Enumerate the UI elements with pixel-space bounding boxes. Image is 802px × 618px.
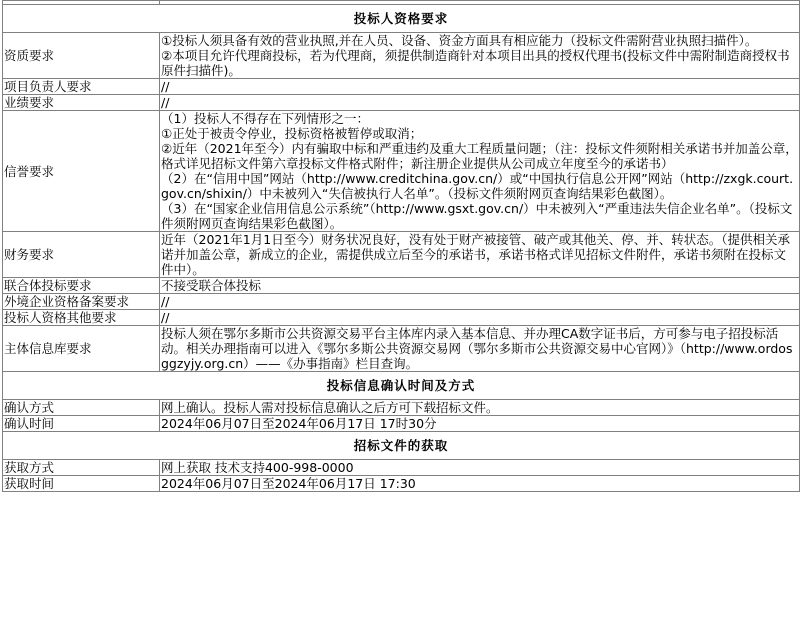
row-registry <box>3 326 800 372</box>
row-label: 业绩要求 <box>3 95 160 111</box>
text-line: ②近年（2021年至今）内有骗取中标和严重违约及重大工程质量问题；（注：投标文件须附相关承诺书并加盖公章，格式详见招标文件第六章投标文件格式附件；新注册企业提供从公司成立年度至今的承诺书） <box>161 141 798 171</box>
text-line: （2）在“信用中国”网站（http://www.creditchina.gov.cn/）或“中国执行信息公开网”网站（http://zxgk.court.gov.cn/shixin/）中未被列入“失信被执行人名单”。（投标文件须附网页查询结果彩色截图）。 <box>161 171 794 201</box>
text-line: （3）在“国家企业信用信息公示系统”（http://www.gsxt.gov.cn/）中未被列入“严重违法失信企业名单”。（投标文件须附网页查询结果彩色截图）。 <box>161 201 793 231</box>
row-value <box>160 232 800 278</box>
row-value: // <box>160 294 800 310</box>
text-line: 投标人须在鄂尔多斯市公共资源交易平台主体库内录入基本信息、并办理CA数字证书后，方可参与电子招投标活动。相关办理指南可以进入《鄂尔多斯公共资源交易网（鄂尔多斯市公共资源交易中心官网）》（http://www.ordosggzyjy.org.cn）——《办事指南》栏目查询。 <box>161 326 793 371</box>
row-value: // <box>160 95 800 111</box>
row-finance <box>3 232 800 278</box>
row-label: 联合体投标要求 <box>3 278 160 294</box>
row-label: 获取方式 <box>3 460 160 476</box>
row-obtain-time <box>3 476 800 492</box>
row-value: 网上获取 技术支持400-998-0000 <box>160 460 800 476</box>
row-label: 财务要求 <box>3 232 160 278</box>
text-line: （1）投标人不得存在下列情形之一： <box>161 111 369 126</box>
text-line: ①投标人须具备有效的营业执照,并在人员、设备、资金方面具有相应能力（投标文件需附营业执照扫描件）。 <box>161 33 758 48</box>
row-other <box>3 310 800 326</box>
row-foreign <box>3 294 800 310</box>
row-label: 投标人资格其他要求 <box>3 310 160 326</box>
row-confirm-time <box>3 416 800 432</box>
row-value <box>160 111 800 232</box>
section-title-qualification: 投标人资格要求 <box>3 5 800 33</box>
row-project-manager <box>3 79 800 95</box>
row-value <box>160 326 800 372</box>
section-title-confirm: 投标信息确认时间及方式 <box>3 372 800 400</box>
row-label: 外境企业资格备案要求 <box>3 294 160 310</box>
row-value: // <box>160 79 800 95</box>
row-consortium <box>3 278 800 294</box>
section-header-row <box>3 432 800 460</box>
row-label: 获取时间 <box>3 476 160 492</box>
row-credit <box>3 111 800 232</box>
section-header-row <box>3 5 800 33</box>
row-label: 主体信息库要求 <box>3 326 160 372</box>
row-value <box>160 33 800 79</box>
row-credentials <box>3 33 800 79</box>
row-label: 确认方式 <box>3 400 160 416</box>
row-value: 2024年06月07日至2024年06月17日 17:30 <box>160 476 800 492</box>
row-label: 项目负责人要求 <box>3 79 160 95</box>
text-line: ②本项目允许代理商投标，若为代理商，须提供制造商针对本项目出具的授权代理书(投标文件中需附制造商授权书原件扫描件)。 <box>161 48 790 78</box>
row-value: 网上确认。投标人需对投标信息确认之后方可下载招标文件。 <box>160 400 800 416</box>
row-value: 不接受联合体投标 <box>160 278 800 294</box>
row-confirm-method <box>3 400 800 416</box>
row-performance <box>3 95 800 111</box>
row-label: 资质要求 <box>3 33 160 79</box>
text-line: 近年（2021年1月1日至今）财务状况良好，没有处于财产被接管、破产或其他关、停、并、转状态。（提供相关承诺并加盖公章，新成立的企业，需提供成立后至今的承诺书，承诺书格式详见招标文件附件，承诺书须附在投标文件中）。 <box>161 232 790 277</box>
row-value: 2024年06月07日至2024年06月17日 17时30分 <box>160 416 800 432</box>
row-value: // <box>160 310 800 326</box>
section-title-obtain: 招标文件的获取 <box>3 432 800 460</box>
row-obtain-method <box>3 460 800 476</box>
section-header-row <box>3 372 800 400</box>
row-label: 确认时间 <box>3 416 160 432</box>
tender-info-table <box>2 0 800 492</box>
text-line: ①正处于被责令停业，投标资格被暂停或取消； <box>161 126 423 141</box>
row-label: 信誉要求 <box>3 111 160 232</box>
